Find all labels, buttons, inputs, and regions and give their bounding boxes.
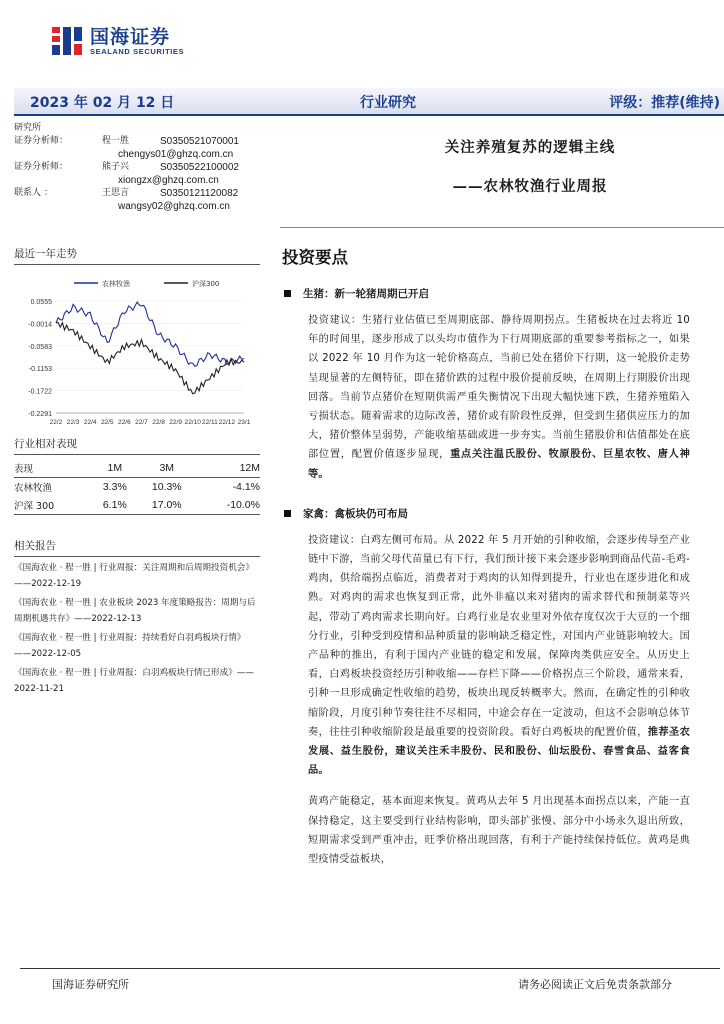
- y-tick-label: -0.0583: [28, 343, 52, 351]
- y-tick-label: 0.0555: [30, 299, 52, 306]
- performance-box: [14, 436, 260, 515]
- table-row: [14, 478, 260, 497]
- analyst-name: 王思言: [102, 188, 130, 198]
- x-tick-label: 22/3: [66, 419, 80, 426]
- y-tick-label: -0.1722: [28, 388, 52, 396]
- x-tick-label: 22/6: [118, 419, 131, 426]
- legend-label-hs300: 沪深300: [192, 280, 220, 288]
- section-bullet-text: 生猪：新一轮猪周期已开启: [303, 288, 429, 300]
- analyst-role: 证券分析师：: [14, 162, 69, 172]
- perf-cell: 3.3%: [102, 481, 127, 493]
- x-tick-label: 23/1: [237, 419, 251, 426]
- analyst-email[interactable]: chengys01@ghzq.com.cn: [118, 149, 234, 160]
- analyst-name: 程一胜: [102, 136, 130, 146]
- company-name-en: SEALAND SECURITIES: [90, 46, 185, 56]
- y-tick-label: -0.1153: [28, 366, 52, 374]
- extra-paragraph: 黄鸡产能稳定，基本面迎来恢复。黄鸡从去年 5 月出现基本面拐点以来，产能一直保持稳定，这主要受到行业结构影响，即头部扩张慢、部分中小场永久退出所致，短期需求受到严重冲击，旺季价格出现回落，有利于产能持续保持低位。黄鸡是典型疫情受益板块，: [308, 796, 690, 866]
- analyst-code: S0350121120082: [160, 188, 239, 199]
- perf-cell: 6.1%: [92, 496, 138, 515]
- perf-header-1m: 1M: [92, 459, 138, 478]
- analyst-row: [14, 161, 274, 174]
- paragraph-bold-text: 推荐圣农发展、益生股份，建议关注禾丰股份、民和股份、仙坛股份、春雪食品、益客食品。: [308, 726, 690, 777]
- report-date: 2023 年 02 月 12 日: [30, 95, 175, 111]
- related-report-link[interactable]: 《国海农业 · 程一胜 | 行业周报：白羽鸡板块行情已形成》——2022-11-21: [14, 668, 254, 694]
- perf-header-label: 表现: [14, 459, 92, 478]
- paragraph-bold-text: 重点关注温氏股份、牧原股份、巨星农牧、唐人神等。: [308, 449, 690, 480]
- footer-left: 国海证券研究所: [52, 978, 129, 991]
- series-line-hs300: [56, 323, 244, 394]
- title-divider: [280, 227, 724, 228]
- perf-header-12m: 12M: [196, 459, 260, 478]
- main-heading: 投资要点: [282, 248, 348, 267]
- y-tick-label: -0.0014: [28, 321, 52, 329]
- title-block: [280, 136, 720, 196]
- perf-header-3m: 3M: [138, 459, 196, 478]
- section-paragraph-poultry: [282, 531, 690, 781]
- table-row: [14, 496, 260, 515]
- related-reports: [14, 538, 260, 697]
- footer-divider: [20, 968, 720, 969]
- paragraph-text: 投资建议：白鸡左侧可布局。从 2022 年 5 月开始的引种收缩，会逐步传导至产业链中下游，当前父母代苗量已有下行，我们预计接下来会逐步影响到商品代苗-毛鸡-鸡肉，供给端拐点临近，消费者对于鸡肉的认知得到提升，行业也在逐步进化和成熟。对鸡肉的需求也恢复到正常，此外非瘟以来对猪肉的需求替代和预制菜等兴起，带动了鸡肉需求长期向好。白鸡行业是农业里对外依存度仅次于大豆的一个细分行业，引种受到疫情和品种质量的影响缺乏稳定性，对国内产业链影响较大。国产品种的推出，有利于国内产业链的稳定和发展，保障肉类供应安全。从历史上看，白鸡板块投资经历引种收缩——存栏下降——价格拐点三个阶段，通常来看，引种一旦形成确定性收缩的趋势，板块出现反转概率大。然而，在确定性的引种收缩阶段，月度引种节奏往往不尽相同，中途会存在一定波动，但这不会影响总体节奏，往往引种收缩阶段是最重要的投资阶段。看好白鸡板块的配置价值，: [308, 534, 690, 738]
- perf-cell: -10.0%: [196, 496, 260, 515]
- analyst-code: S0350522100002: [160, 162, 239, 173]
- analyst-row: [14, 187, 274, 200]
- perf-cell: 17.0%: [138, 496, 196, 515]
- related-report-link[interactable]: 《国海农业 · 程一胜 | 行业周报：持续看好白羽鸡板块行情》——2022-12-05: [14, 633, 246, 659]
- footer-right: 请务必阅读正文后免责条款部分: [518, 978, 672, 991]
- y-tick-label: -0.2291: [28, 411, 52, 418]
- section-bullet-text: 家禽：禽板块仍可布局: [303, 507, 408, 520]
- report-category: 行业研究: [360, 95, 416, 111]
- related-report-link[interactable]: 《国海农业 · 程一胜 | 行业周报：关注周期和后周期投资机会》——2022-12-19: [14, 563, 254, 589]
- related-report-link[interactable]: 《国海农业 · 程一胜 | 农业板块 2023 年度策略报告：周期与后周期机遇共存》——2022-12-13: [14, 598, 256, 624]
- series-line-agri: [56, 302, 244, 366]
- related-section-title: 相关报告: [14, 538, 260, 557]
- sealand-logo-icon: [50, 24, 84, 58]
- paragraph-text: 投资建议：生猪行业估值已至周期底部、静待周期拐点。生猪板块在过去将近 10 年的时间里，逐步形成了以头均市值作为下行周期底部的重要参考指标之一，如果以 2022 年 10 月作为这一轮价格高点，当前已处在猪价下行期，这一轮股价走势呈现显著的左侧特征，即在猪价跌的过程中股价提前反映，在周期上行期股价出现回落。当前节点猪价在短期供需严重失衡情况下出现大幅快速下跌，生猪养殖陷入亏损状态。随着需求的边际改善，猪价或有阶段性反弹，但受到生猪供应压力的加大，猪价整体呈弱势，产能收缩基础或进一步夯实。当前生猪股价和估值都处在底部位置，配置价值逐步显现，: [308, 315, 690, 461]
- investment-highlights: [282, 244, 690, 869]
- report-title: 关注养殖复苏的逻辑主线: [444, 139, 616, 156]
- performance-table: [14, 459, 260, 515]
- x-tick-label: 22/11: [201, 419, 218, 426]
- analyst-block: [14, 122, 274, 213]
- square-bullet-icon: [284, 510, 291, 517]
- x-tick-label: 22/7: [135, 419, 148, 426]
- x-tick-label: 22/8: [152, 419, 165, 426]
- x-tick-label: 22/10: [184, 419, 201, 426]
- perf-row-label: 沪深 300: [14, 496, 92, 515]
- trend-chart: [14, 265, 260, 433]
- x-tick-label: 22/2: [49, 419, 63, 426]
- analyst-row: [14, 135, 274, 148]
- analyst-name: 熊子兴: [102, 162, 130, 172]
- section-heading-poultry: [282, 506, 690, 521]
- perf-cell: 10.3%: [151, 481, 182, 493]
- report-rating: 评级：推荐(维持): [609, 95, 720, 111]
- institute-label: 研究所: [14, 123, 42, 133]
- x-tick-label: 22/9: [169, 419, 182, 426]
- square-bullet-icon: [284, 290, 291, 297]
- x-tick-label: 22/5: [100, 419, 114, 426]
- trend-chart-box: [14, 246, 260, 437]
- analyst-email[interactable]: wangsy02@ghzq.com.cn: [118, 201, 230, 212]
- legend-label-agri: 农林牧渔: [102, 280, 130, 288]
- perf-cell: -4.1%: [232, 481, 260, 493]
- analyst-email[interactable]: xiongzx@ghzq.com.cn: [118, 175, 219, 186]
- chart-section-title: 最近一年走势: [14, 246, 260, 265]
- analyst-role: 联系人 ：: [14, 188, 53, 198]
- x-tick-label: 22/4: [83, 419, 97, 426]
- header-banner: [14, 88, 724, 116]
- x-tick-label: 22/12: [218, 419, 236, 426]
- analyst-role: 证券分析师：: [14, 136, 69, 146]
- perf-row-label: 农林牧渔: [14, 483, 53, 494]
- report-subtitle: ——农林牧渔行业周报: [452, 178, 608, 195]
- performance-section-title: 行业相对表现: [14, 436, 260, 455]
- company-logo: [50, 24, 184, 58]
- section-heading-pig: [282, 286, 690, 301]
- company-name-cn: 国海证券: [90, 25, 171, 48]
- analyst-code: S0350521070001: [160, 136, 239, 147]
- section-paragraph-pig: [282, 311, 690, 484]
- performance-header-row: [14, 459, 260, 478]
